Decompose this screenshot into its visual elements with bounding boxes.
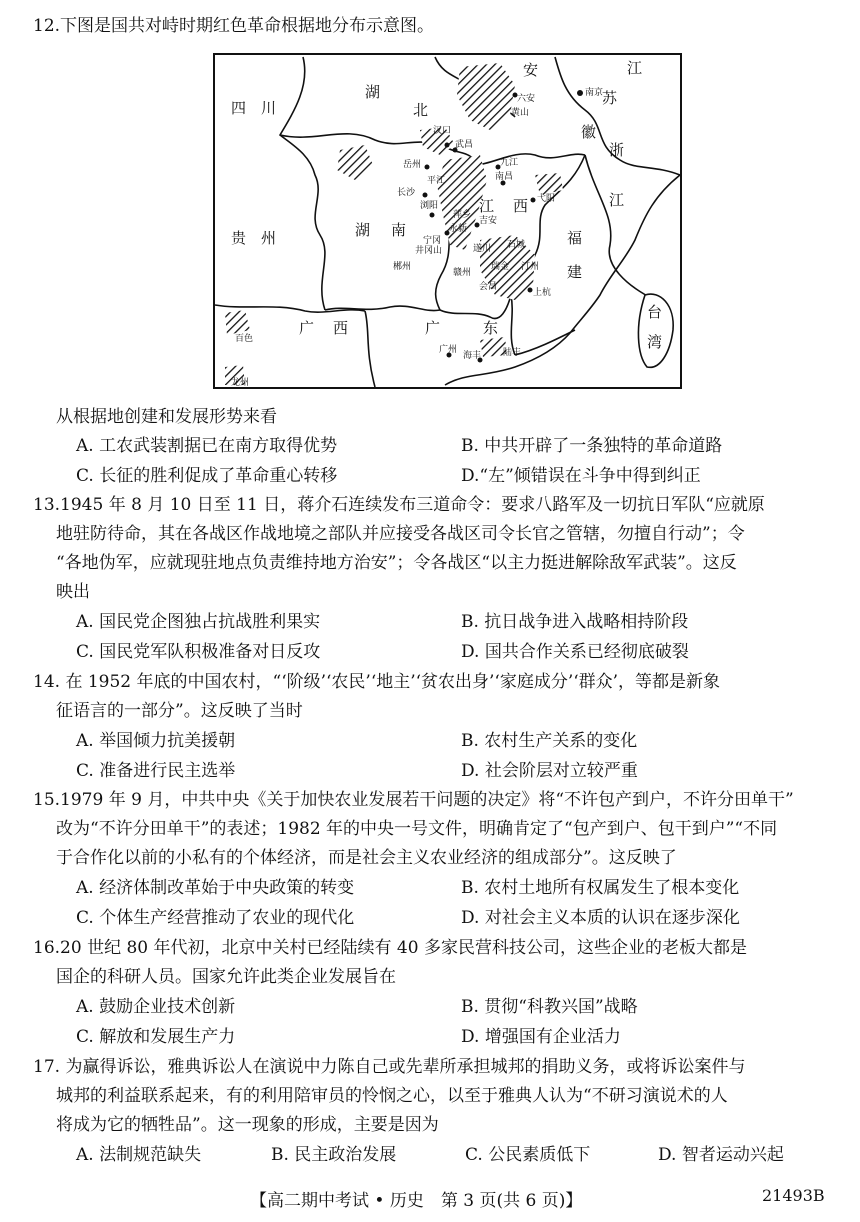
city-changsha: 长沙 — [397, 188, 416, 198]
q17-option-a[interactable]: A. 法制规范缺失 — [76, 1145, 202, 1165]
q12-option-b[interactable]: B. 中共开辟了一条独特的革命道路 — [461, 436, 723, 456]
province-jian: 建 — [567, 263, 583, 281]
city-ruijin: 瑞金 — [491, 262, 510, 272]
city-jinggangshan: 井冈山 — [415, 246, 443, 256]
q13-line-4: 映出 — [56, 582, 90, 602]
city-liuyang: 浏阳 — [420, 201, 439, 211]
city-nanchang: 南昌 — [495, 172, 514, 182]
city-liuan: 六安 — [517, 94, 536, 104]
city-yiyang: 弋阳 — [537, 194, 556, 204]
province-fu: 福 — [567, 229, 583, 247]
province-anhui: 安 — [523, 61, 539, 79]
province-jiangxi-2: 西 — [513, 197, 529, 215]
q17-line-3: 将成为它的牺牲品”。这一现象的形成，主要是因为 — [56, 1115, 439, 1135]
q13-option-b[interactable]: B. 抗日战争进入战略相持阶段 — [461, 612, 689, 632]
province-zhe: 浙 — [609, 141, 625, 159]
q13-option-a[interactable]: A. 国民党企图独占抗战胜利果实 — [76, 612, 321, 632]
city-chenzhou: 郴州 — [393, 262, 412, 272]
q15-line-3: 于合作化以前的小私有的个体经济，而是社会主义农业经济的组成部分”。这反映了 — [56, 848, 677, 868]
q15-option-b[interactable]: B. 农村土地所有权属发生了根本变化 — [461, 878, 740, 898]
q17-option-b[interactable]: B. 民主政治发展 — [271, 1145, 397, 1165]
city-pingjiang: 平江 — [427, 176, 446, 186]
q16-option-a[interactable]: A. 鼓励企业技术创新 — [76, 997, 236, 1017]
q16-line-1: 16.20 世纪 80 年代初，北京中关村已经陆续有 40 多家民营科技公司，这些企业的老板大都是 — [33, 938, 747, 958]
province-tai: 台 — [647, 303, 663, 321]
map-drawing — [215, 55, 680, 387]
q12-lead: 从根据地创建和发展形势来看 — [56, 407, 277, 427]
province-guangdong-1: 广 — [425, 319, 441, 337]
q14-option-c[interactable]: C. 准备进行民主选举 — [76, 761, 236, 781]
province-su: 苏 — [602, 89, 618, 107]
q14-option-b[interactable]: B. 农村生产关系的变化 — [461, 731, 638, 751]
city-longzhou: 龙州 — [231, 378, 250, 387]
province-sichuan: 四 川 — [231, 99, 277, 117]
q17-line-1: 17. 为赢得诉讼，雅典诉讼人在演说中力陈自己或先辈所承担城邦的捐助义务，或将诉讼案件与 — [33, 1057, 746, 1077]
q13-line-1: 13.1945 年 8 月 10 日至 11 日，蒋介石连续发布三道命令：要求八路军及一切抗日军队“应就原 — [33, 495, 765, 515]
revolutionary-base-map — [213, 53, 682, 389]
city-wuchang: 武昌 — [455, 140, 474, 150]
q17-line-2: 城邦的利益联系起来，有的利用陪审员的怜悯之心，以至于雅典人认为“不研习演说术的人 — [56, 1086, 728, 1106]
city-suichuan: 遂川 — [473, 244, 492, 254]
q13-line-2: 地驻防待命，其在各战区作战地境之部队并应接受各战区司令长官之管辖，勿擅自行动”；令 — [56, 524, 745, 544]
city-yongxin: 永新 — [449, 224, 468, 234]
q13-option-d[interactable]: D. 国共合作关系已经彻底破裂 — [461, 642, 689, 662]
city-shicheng: 石城 — [507, 240, 526, 250]
q16-option-c[interactable]: C. 解放和发展生产力 — [76, 1027, 236, 1047]
q15-option-d[interactable]: D. 对社会主义本质的认识在逐步深化 — [461, 908, 740, 928]
q16-option-b[interactable]: B. 贯彻“科教兴国”战略 — [461, 997, 638, 1017]
city-ganzhou: 赣州 — [453, 268, 472, 278]
q14-line-2: 征语言的一部分”。这反映了当时 — [56, 701, 303, 721]
q13-option-c[interactable]: C. 国民党军队积极准备对日反攻 — [76, 642, 321, 662]
q12-stem: 12.下图是国共对峙时期红色革命根据地分布示意图。 — [33, 16, 435, 36]
q12-option-a[interactable]: A. 工农武装割据已在南方取得优势 — [76, 436, 338, 456]
city-pingxiang: 萍乡 — [453, 210, 472, 220]
province-guangxi-1: 广 — [299, 319, 315, 337]
q16-line-2: 国企的科研人员。国家允许此类企业发展旨在 — [56, 967, 396, 987]
city-tingzhou: 汀州 — [521, 262, 540, 272]
city-huangshan: 黄山 — [511, 108, 530, 118]
city-baise: 百色 — [235, 334, 254, 344]
city-nanjing: 南京 — [585, 88, 604, 98]
province-guangdong-2: 东 — [483, 319, 499, 337]
q14-option-d[interactable]: D. 社会阶层对立较严重 — [461, 761, 638, 781]
page-footer-title: 【高二期中考试 • 历史 第 3 页(共 6 页)】 — [250, 1191, 583, 1211]
city-huichang: 会昌 — [479, 282, 498, 292]
city-guangzhou: 广州 — [439, 345, 458, 355]
province-jiang-zj: 江 — [609, 191, 625, 209]
province-jiang-js: 江 — [627, 59, 643, 77]
q16-option-d[interactable]: D. 增强国有企业活力 — [461, 1027, 621, 1047]
city-jian: 吉安 — [479, 216, 498, 226]
province-hunan-2: 南 — [391, 221, 407, 239]
q17-option-c[interactable]: C. 公民素质低下 — [465, 1145, 591, 1165]
province-hunan-1: 湖 — [355, 221, 371, 239]
city-haifeng: 海丰 — [463, 351, 482, 361]
province-jiangxi-1: 江 — [479, 197, 495, 215]
province-hubei-2: 北 — [413, 101, 429, 119]
city-yueyang: 岳州 — [403, 160, 422, 170]
q14-option-a[interactable]: A. 举国倾力抗美援朝 — [76, 731, 236, 751]
page-footer-code: 21493B — [762, 1186, 825, 1205]
city-lufeng: 陆丰 — [503, 348, 522, 358]
q14-line-1: 14. 在 1952 年底的中国农村，“‘阶级’‘农民’‘地主’‘贫农出身’‘家庭成分’‘群众’，等都是新象 — [33, 672, 721, 692]
city-ninggang: 宁冈 — [423, 236, 442, 246]
city-hankou: 汉口 — [433, 126, 452, 136]
city-jiujiang: 九江 — [500, 158, 519, 168]
q17-option-d[interactable]: D. 智者运动兴起 — [658, 1145, 784, 1165]
q15-option-a[interactable]: A. 经济体制改革始于中央政策的转变 — [76, 878, 355, 898]
q15-option-c[interactable]: C. 个体生产经营推动了农业的现代化 — [76, 908, 355, 928]
q15-line-1: 15.1979 年 9 月，中共中央《关于加快农业发展若干问题的决定》将“不许包产到户，不许分田单干” — [33, 790, 794, 810]
province-hubei-1: 湖 — [365, 83, 381, 101]
province-guizhou: 贵 州 — [231, 229, 277, 247]
province-guangxi-2: 西 — [333, 319, 349, 337]
q15-line-2: 改为“不许分田单干”的表述；1982 年的中央一号文件，明确肯定了“包产到户、包干到户”“不同 — [56, 819, 778, 839]
q13-line-3: “各地伪军，应就现驻地点负责维持地方治安”；令各战区“以主力挺进解除敌军武装”。这反 — [56, 553, 737, 573]
province-hui: 徽 — [581, 123, 597, 141]
city-shanghang: 上杭 — [533, 288, 552, 298]
province-wan: 湾 — [647, 333, 663, 351]
q12-option-d[interactable]: D.“左”倾错误在斗争中得到纠正 — [461, 466, 701, 486]
q12-option-c[interactable]: C. 长征的胜利促成了革命重心转移 — [76, 466, 338, 486]
